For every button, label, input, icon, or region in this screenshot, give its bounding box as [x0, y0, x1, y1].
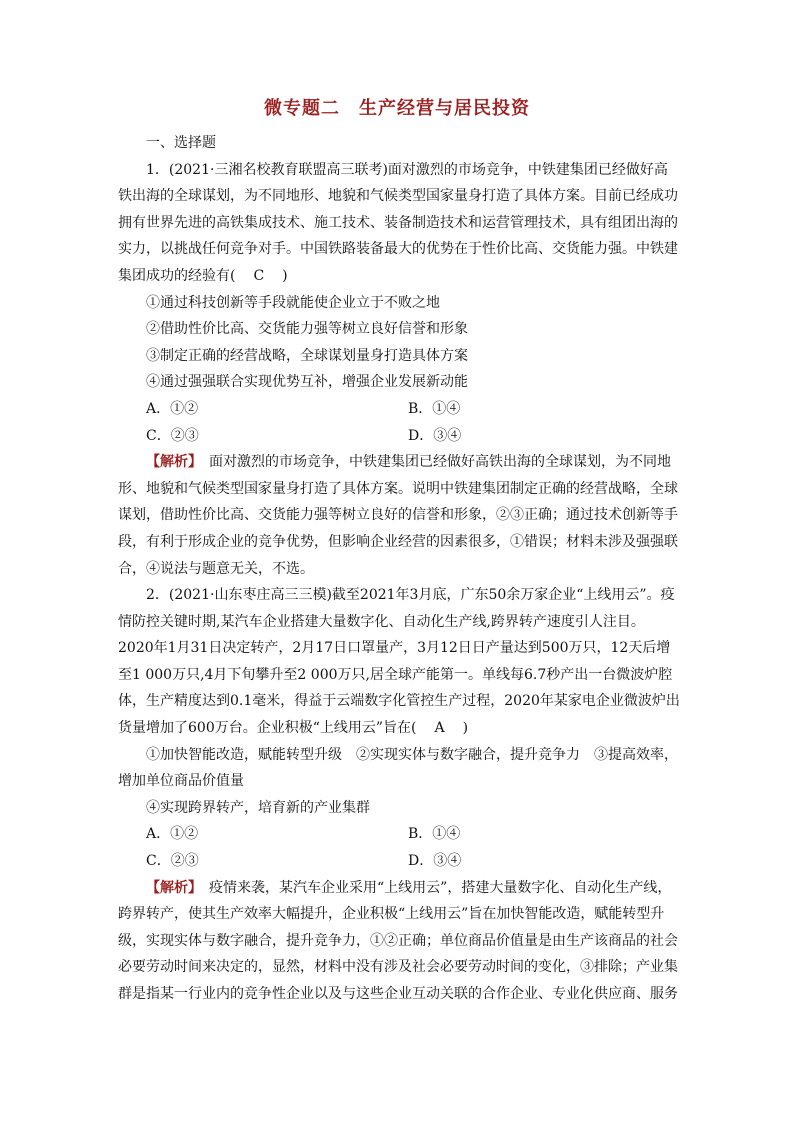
option-a: A．①②	[146, 400, 199, 417]
option-d: D．③④	[408, 427, 462, 444]
option-d: D．③④	[408, 853, 462, 870]
analysis-label: 【解析】	[146, 454, 195, 471]
question-1-item: ②借助性价比高、交货能力强等树立良好信誉和形象	[146, 321, 468, 338]
question-1-options-row	[118, 423, 680, 450]
question-1-stem	[118, 157, 680, 290]
question-1-answer: ( C )	[230, 267, 290, 284]
question-1-options-row	[118, 396, 680, 423]
option-b: B．①④	[408, 400, 461, 417]
question-1-stem-text: 1．(2021·三湘名校教育联盟高三联考)面对激烈的市场竞争，中铁建集团已经做好高铁出海的全球谋划，为不同地形、地貌和气候类型国家量身打造了具体方案。目前已经成功拥有世界先进的高铁集成技术、施工技术、装备制造技术和运营管理技术，具有组团出海的实力，以挑战任何竞争对手。中国铁路装备最大的优势在于性价比高、交货能力强。中铁建集团成功的经验有	[118, 161, 678, 284]
analysis-label: 【解析】	[146, 879, 195, 896]
section-heading: 一、选择题	[146, 135, 216, 151]
question-2-options-row	[118, 848, 680, 875]
question-2-answer: ( A )	[411, 720, 471, 737]
option-c: C．②③	[146, 853, 199, 870]
page-title: 微专题二 生产经营与居民投资	[264, 98, 530, 119]
analysis-text: 疫情来袭，某汽车企业采用“上线用云”，搭建大量数字化、自动化生产线，跨界转产，使其生产效率大幅提升，企业积极“上线用云”旨在加快智能改造，赋能转型升级，实现实体与数字融合，提升竞争力，①②正确；单位商品价值量是由生产该商品的社会必要劳动时间来决定的，显然，材料中没有涉及社会必要劳动时间的变化，③排除；产业集群是指某一行业内的竞争性企业以及与这些企业互动关联的合作企业、专业化供应商、服务	[118, 879, 678, 1002]
analysis-text: 面对激烈的市场竞争，中铁建集团已经做好高铁出海的全球谋划，为不同地形、地貌和气候类型国家量身打造了具体方案。说明中铁建集团制定正确的经营战略，全球谋划，借助性价比高、交货能力强等树立良好的信誉和形象，②③正确；通过技术创新等手段，有利于形成企业的竞争优势，但影响企业经营的因素很多，①错误；材料未涉及强强联合，④说法与题意无关，不选。	[118, 454, 678, 577]
question-2-stem	[118, 582, 680, 742]
question-1-analysis	[118, 449, 680, 582]
question-2-analysis	[118, 875, 680, 1008]
question-1-item: ①通过科技创新等手段就能使企业立于不败之地	[146, 294, 440, 311]
question-1-item: ③制定正确的经营战略，全球谋划量身打造具体方案	[146, 347, 468, 364]
question-1-item: ④通过强强联合实现优势互补，增强企业发展新动能	[146, 374, 468, 391]
option-b: B．①④	[408, 826, 461, 843]
option-c: C．②③	[146, 427, 199, 444]
document-body	[118, 130, 680, 1008]
question-2-item: ④实现跨界转产，培育新的产业集群	[146, 799, 370, 816]
option-a: A．①②	[146, 826, 199, 843]
question-2-options-row	[118, 821, 680, 848]
question-2-stem-text: 2．(2021·山东枣庄高三三模)截至2021年3月底，广东50余万家企业“上线用云”。疫情防控关键时期,某汽车企业搭建大量数字化、自动化生产线,跨界转产速度引人注目。2020年1月31日决定转产，2月17日口罩量产，3月12日日产量达到500万只，12天后增至1 000万只,4月下旬攀升至2 000万只,居全球产能第一。单线每6.7秒产出一台微波炉腔体，生产精度达到0.1毫米，得益于云端数字化管控生产过程，2020年某家电企业微波炉出货量增加了600万台。企业积极“上线用云”旨在	[118, 587, 680, 737]
question-2-item: ①加快智能改造，赋能转型升级 ②实现实体与数字融合，提升竞争力 ③提高效率，增加单位商品价值量	[118, 746, 678, 790]
